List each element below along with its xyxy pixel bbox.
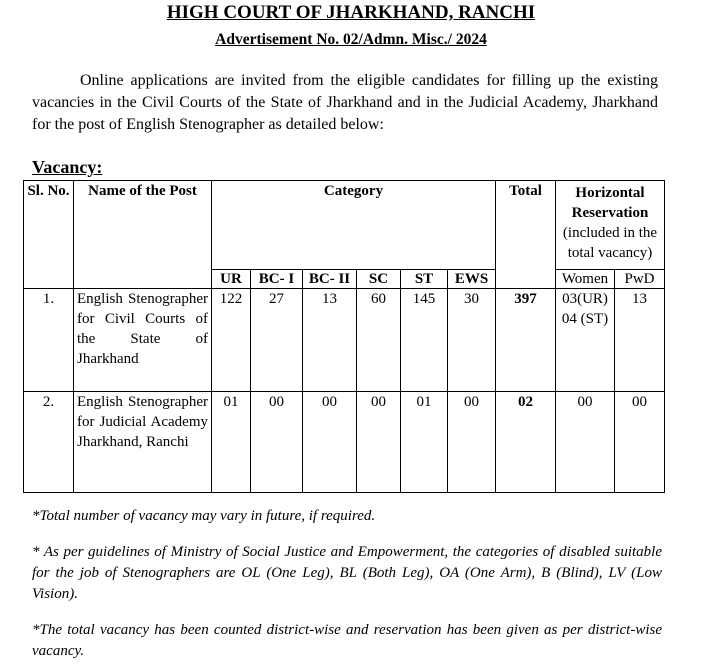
header-sl-no: Sl. No. <box>24 181 74 289</box>
header-post: Name of the Post <box>74 181 212 289</box>
vacancy-table <box>23 180 665 493</box>
cell-ur: 01 <box>212 392 251 493</box>
subheader-pwd: PwD <box>615 270 665 289</box>
cell-sc: 00 <box>357 392 401 493</box>
note-vacancy-may-vary: *Total number of vacancy may vary in future, if required. <box>32 508 376 524</box>
court-title-text: HIGH COURT OF JHARKHAND, RANCHI <box>166 2 536 23</box>
cell-st: 01 <box>401 392 448 493</box>
note-disability-categories: * As per guidelines of Ministry of Social Justice and Empowerment, the categories of disabled suitable for the job of Stenographers are OL (One Leg), BL (Both Leg), OA (One Arm), B (Blind), LV (Low Vision). <box>32 544 662 602</box>
note-district-wise: *The total vacancy has been counted district-wise and reservation has been given as per district-wise vacancy. <box>32 622 662 659</box>
cell-ews: 00 <box>448 392 496 493</box>
cell-sl: 1. <box>24 289 74 392</box>
header-horizontal-note: (included in the total vacancy) <box>562 225 658 261</box>
advertisement-number <box>0 31 702 49</box>
cell-post: English Stenographer for Civil Courts of the State of Jharkhand <box>74 289 212 392</box>
subheader-ews: EWS <box>448 270 496 289</box>
advertisement-number-text: Advertisement No. 02/Admn. Misc./ 2024 <box>215 31 487 48</box>
cell-sc: 60 <box>357 289 401 392</box>
cell-women: 03(UR) 04 (ST) <box>556 289 615 392</box>
cell-ur: 122 <box>212 289 251 392</box>
cell-pwd: 13 <box>615 289 665 392</box>
subheader-women: Women <box>556 270 615 289</box>
cell-post: English Stenographer for Judicial Academy Jharkhand, Ranchi <box>74 392 212 493</box>
table-row <box>24 289 665 392</box>
cell-st: 145 <box>401 289 448 392</box>
header-category: Category <box>212 181 496 270</box>
vacancy-heading: Vacancy: <box>32 157 103 177</box>
table-row <box>24 392 665 493</box>
header-total: Total <box>496 181 556 289</box>
cell-women: 00 <box>556 392 615 493</box>
table-header-row <box>24 181 665 270</box>
subheader-st: ST <box>401 270 448 289</box>
cell-bc1: 27 <box>251 289 303 392</box>
subheader-bc2: BC- II <box>303 270 357 289</box>
cell-bc1: 00 <box>251 392 303 493</box>
header-horizontal <box>556 181 665 270</box>
intro-paragraph: Online applications are invited from the eligible candidates for filling up the existing vacancies in the Civil Courts of the State of Jharkhand and in the Judicial Academy, Jharkhand for the post of English Stenographer as detailed below: <box>32 72 658 133</box>
cell-total: 397 <box>496 289 556 392</box>
subheader-ur: UR <box>212 270 251 289</box>
cell-sl: 2. <box>24 392 74 493</box>
cell-bc2: 13 <box>303 289 357 392</box>
cell-ews: 30 <box>448 289 496 392</box>
cell-total: 02 <box>496 392 556 493</box>
subheader-bc1: BC- I <box>251 270 303 289</box>
cell-pwd: 00 <box>615 392 665 493</box>
court-title <box>0 2 702 24</box>
subheader-sc: SC <box>357 270 401 289</box>
cell-bc2: 00 <box>303 392 357 493</box>
header-horizontal-title: Horizontal Reservation <box>571 185 649 221</box>
